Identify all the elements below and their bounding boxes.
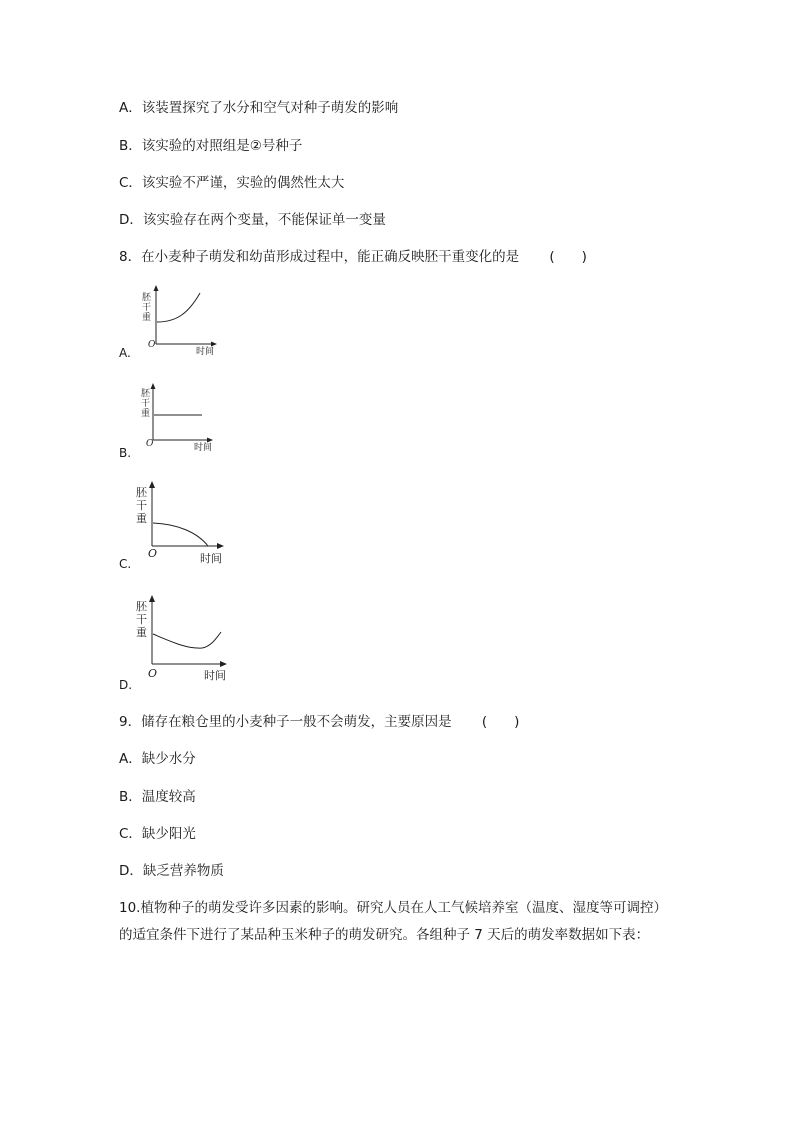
q9-stem-text: 9．储存在粮仓里的小麦种子一般不会萌发，主要原因是 [119,714,452,730]
y-label-2: 干 [136,499,147,512]
q8-option-c-label: C. [119,557,132,571]
y-axis-arrow [151,383,156,389]
q9-option-c: C．缺少阳光 [119,826,196,842]
origin-label: O [148,667,158,680]
y-label-2: 干 [142,303,152,313]
x-label: 时间 [200,552,222,565]
origin-label: O [148,547,158,560]
y-axis-arrow [149,481,155,488]
q7-option-d: D．该实验存在两个变量，不能保证单一变量 [119,212,386,228]
y-label-3: 重 [136,626,147,639]
curve-increasing [157,293,200,322]
y-label-1: 胚 [141,389,151,399]
y-label-3: 重 [136,512,147,525]
q9-stem [119,713,519,731]
q8-option-a-label: A. [119,346,131,360]
q9-option-b: B．温度较高 [119,789,196,805]
y-label-1: 胚 [136,486,147,499]
q8-stem [119,248,587,266]
q8-option-b-label: B. [119,446,132,460]
q7-option-b: B．该实验的对照组是②号种子 [119,138,303,154]
q9-answer-blank: ( ) [481,714,520,730]
x-axis-arrow [207,438,213,443]
x-label: 时间 [204,669,226,682]
curve-decreasing [153,523,208,546]
q8-stem-text: 8．在小麦种子萌发和幼苗形成过程中，能正确反映胚干重变化的是 [119,249,520,265]
y-label-2: 干 [141,399,151,409]
q8-graph-a [138,284,218,360]
q10-line-2: 的适宜条件下进行了某品种玉米种子的萌发研究。各组种子 7 天后的萌发率数据如下表： [119,927,650,943]
q10-line-1: 10.植物种子的萌发受许多因素的影响。研究人员在人工气候培养室（温度、湿度等可调控） [119,900,667,916]
x-label: 时间 [196,347,215,357]
x-label: 时间 [194,443,213,453]
q9-option-d: D．缺乏营养物质 [119,863,224,879]
q8-graph-b [138,382,218,456]
y-axis-arrow [154,285,159,291]
q8-graph-c [132,480,228,566]
x-axis-arrow [217,543,224,549]
y-label-3: 重 [141,409,151,419]
q7-option-a: A．该装置探究了水分和空气对种子萌发的影响 [119,100,399,116]
y-label-3: 重 [142,313,152,323]
y-label-1: 胚 [142,293,152,303]
q9-option-a: A．缺少水分 [119,751,196,767]
q7-option-c: C．该实验不严谨，实验的偶然性太大 [119,175,345,191]
curve-decrease-then-increase [153,632,221,648]
x-axis-arrow [220,661,227,667]
x-axis-arrow [211,342,217,347]
y-label-1: 胚 [136,600,147,613]
origin-label: O [146,439,154,449]
y-label-2: 干 [136,613,147,626]
y-axis-arrow [149,595,155,602]
origin-label: O [148,340,156,350]
q8-option-d-label: D. [119,678,133,692]
q8-answer-blank: ( ) [549,249,587,265]
q8-graph-d [132,594,232,684]
